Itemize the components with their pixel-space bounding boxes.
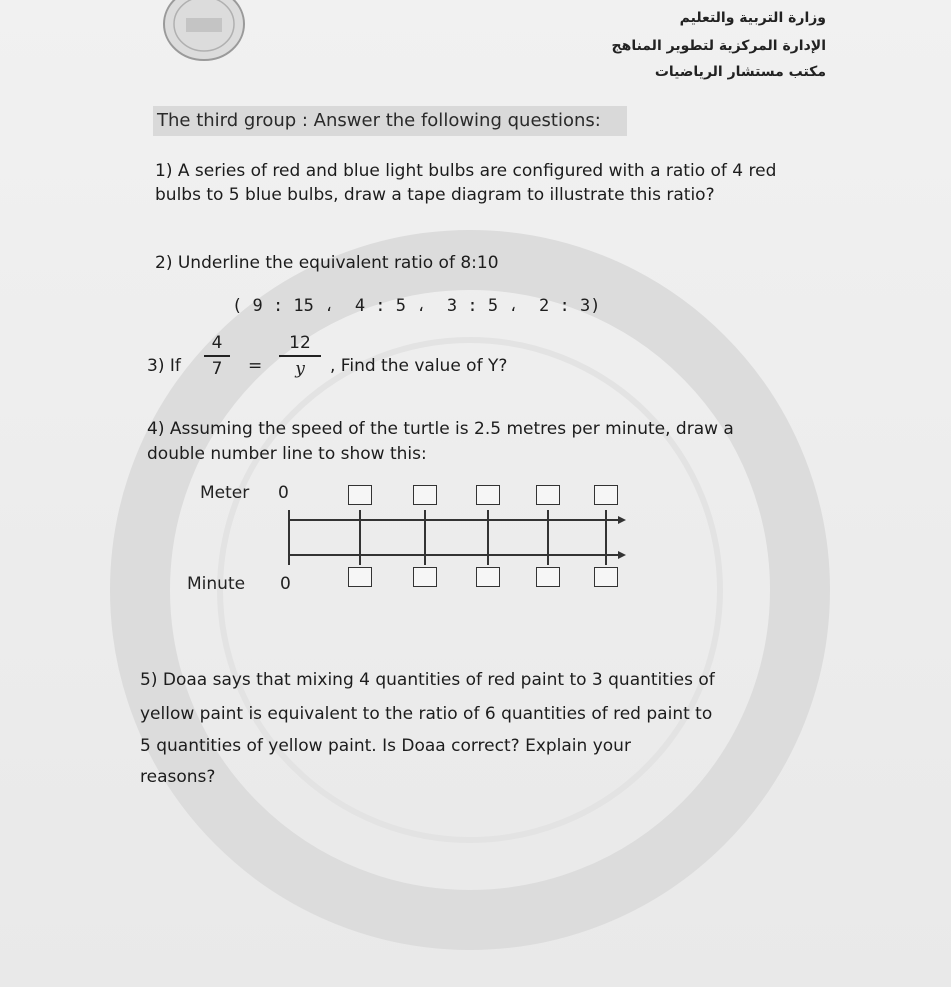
q3-suffix: , Find the value of Y? <box>330 356 508 376</box>
minute-answer-box[interactable] <box>536 567 560 587</box>
minute-answer-box[interactable] <box>476 567 500 587</box>
q3-right-numerator: 12 <box>289 333 311 353</box>
q1-line1: 1) A series of red and blue light bulbs are configured with a ratio of 4 red <box>155 161 777 181</box>
meter-answer-box[interactable] <box>594 485 618 505</box>
ministry-name: وزارة التربية والتعليم <box>679 10 826 26</box>
q5-line3: 5 quantities of yellow paint. Is Doaa correct? Explain your <box>140 736 631 756</box>
fraction-bar <box>204 355 230 357</box>
q1-line2: bulbs to 5 blue bulbs, draw a tape diagram to illustrate this ratio? <box>155 185 715 205</box>
q3-left-denominator: 7 <box>211 359 223 379</box>
ministry-logo-icon <box>158 0 250 62</box>
minute-label: Minute <box>187 574 246 594</box>
q3-equals: = <box>248 356 263 376</box>
section-title: The third group : Answer the following questions: <box>153 106 627 136</box>
q3-right-denominator: y <box>295 359 305 379</box>
q3-prefix: 3) If <box>147 356 181 376</box>
meter-label: Meter <box>200 483 250 503</box>
q3-left-numerator: 4 <box>211 333 223 353</box>
department-name: الإدارة المركزية لتطوير المناهج <box>611 38 826 54</box>
q4-line1: 4) Assuming the speed of the turtle is 2.5 metres per minute, draw a <box>147 419 734 439</box>
q5-line2: yellow paint is equivalent to the ratio of 6 quantities of red paint to <box>140 704 713 724</box>
minute-answer-box[interactable] <box>594 567 618 587</box>
q3-right-fraction <box>279 333 321 379</box>
meter-answer-box[interactable] <box>413 485 437 505</box>
fraction-bar <box>279 355 321 357</box>
meter-start-value: 0 <box>278 483 289 503</box>
meter-answer-box[interactable] <box>476 485 500 505</box>
minute-answer-box[interactable] <box>348 567 372 587</box>
q5-line1: 5) Doaa says that mixing 4 quantities of red paint to 3 quantities of <box>140 670 715 690</box>
q5-line4: reasons? <box>140 767 216 787</box>
meter-answer-box[interactable] <box>348 485 372 505</box>
meter-answer-box[interactable] <box>536 485 560 505</box>
q2-text: 2) Underline the equivalent ratio of 8:10 <box>155 253 499 273</box>
q2-options: ( 9 : 15 ، 4 : 5 ، 3 : 5 ، 2 : 3) <box>232 296 601 316</box>
office-name: مكتب مستشار الرياضيات <box>654 64 826 80</box>
minute-answer-box[interactable] <box>413 567 437 587</box>
minute-start-value: 0 <box>280 574 291 594</box>
q4-line2: double number line to show this: <box>147 444 427 464</box>
q3-left-fraction <box>204 333 230 379</box>
double-number-line <box>280 500 640 580</box>
